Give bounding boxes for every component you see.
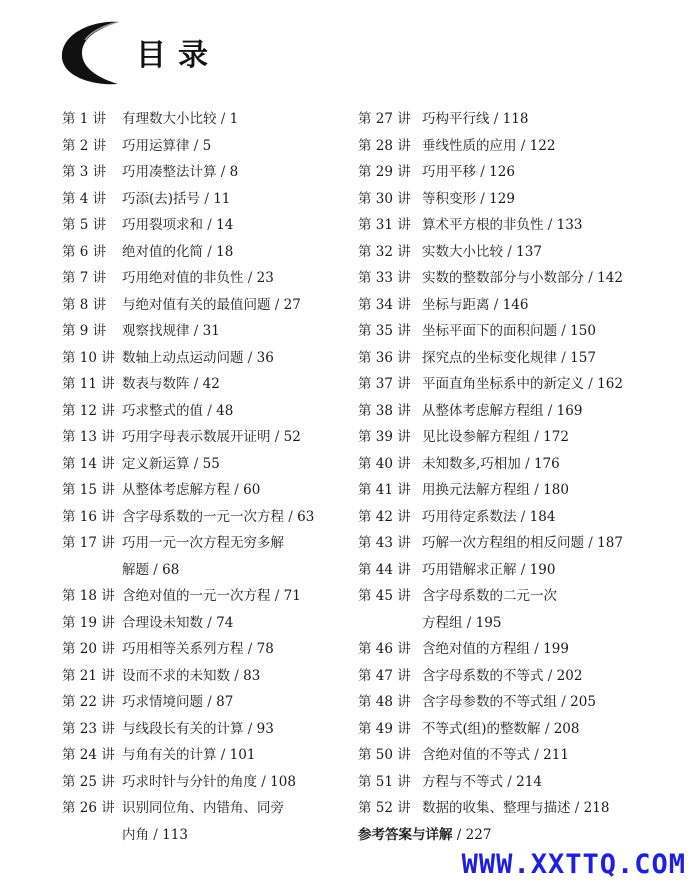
page-number: 8: [229, 164, 239, 180]
page-number: 190: [529, 561, 556, 578]
lecture-title: 巧用裂项求和: [122, 217, 203, 233]
page-separator: /: [216, 164, 230, 180]
page-separator: /: [516, 561, 530, 578]
lecture-number: 第 18 讲: [62, 588, 115, 604]
toc-left-column: [62, 106, 347, 848]
page-separator: /: [476, 190, 490, 207]
page-number: 31: [202, 323, 220, 339]
page-separator: /: [557, 694, 571, 710]
toc-entry[interactable]: [62, 530, 347, 557]
lecture-title: 从整体考虑解方程: [122, 482, 230, 498]
toc-entry[interactable]: [62, 424, 347, 451]
page-separator: /: [557, 323, 571, 339]
lecture-title: 算术平方根的非负性: [422, 217, 544, 233]
lecture-title: 与绝对值有关的最值问题: [122, 296, 271, 313]
page-separator: /: [503, 243, 517, 260]
page-number: 27: [283, 296, 301, 313]
page-number: 74: [216, 614, 234, 631]
page-separator: /: [530, 641, 544, 657]
lecture-number: 第 47 讲: [358, 667, 411, 684]
page-number: 137: [516, 243, 542, 260]
lecture-title: 平面直角坐标系中的新定义: [422, 376, 584, 392]
toc-entry[interactable]: [62, 239, 347, 266]
lecture-number: 第 45 讲: [358, 588, 411, 604]
lecture-number: 第 12 讲: [62, 402, 115, 419]
lecture-number: 第 20 讲: [62, 641, 115, 657]
lecture-number: 第 46 讲: [358, 641, 411, 657]
page-separator: /: [243, 270, 257, 286]
page-number: 52: [283, 429, 301, 445]
lecture-title: 巧用字母表示数展开证明: [122, 429, 271, 445]
page-separator: /: [200, 190, 214, 207]
lecture-number: 第 23 讲: [62, 720, 115, 737]
lecture-title: 数据的收集、整理与描述: [422, 800, 571, 816]
page-separator: /: [230, 667, 244, 684]
lecture-number: 第 11 讲: [62, 376, 115, 392]
page-separator: /: [516, 508, 530, 525]
lecture-title: 数表与数阵: [122, 376, 190, 392]
toc-entry[interactable]: [358, 345, 678, 372]
toc-entry[interactable]: [62, 583, 347, 610]
page-number: 195: [475, 614, 502, 631]
lecture-title: 用换元法解方程组: [422, 482, 530, 498]
page-separator: /: [584, 270, 598, 286]
lecture-title: 巧用待定系数法: [422, 508, 517, 525]
lecture-number: 第 4 讲: [62, 190, 107, 207]
toc-entry[interactable]: [62, 477, 347, 504]
lecture-number: 第 29 讲: [358, 164, 411, 180]
toc-entry[interactable]: [62, 742, 347, 769]
toc-entry[interactable]: [358, 663, 678, 690]
page-number: 68: [162, 561, 180, 578]
lecture-number: 第 52 讲: [358, 800, 411, 816]
page-number: 227: [465, 826, 492, 843]
lecture-number: 第 36 讲: [358, 349, 411, 366]
lecture-number: 第 31 讲: [358, 217, 411, 233]
page-separator: /: [530, 482, 544, 498]
page-separator: /: [203, 694, 217, 710]
page-number: 42: [202, 376, 220, 392]
page-separator: /: [149, 826, 163, 843]
page-number: 71: [283, 588, 301, 604]
toc-entry[interactable]: [358, 742, 678, 769]
lecture-title: 坐标平面下的面积问题: [422, 323, 557, 339]
page-number: 176: [533, 455, 560, 472]
page-separator: /: [270, 296, 284, 313]
page-number: 36: [256, 349, 274, 366]
page-number: 18: [216, 243, 234, 260]
page-separator: /: [203, 402, 217, 419]
toc-entry[interactable]: [62, 504, 347, 531]
lecture-title: 数轴上动点运动问题: [122, 349, 244, 366]
lecture-number: 第 33 讲: [358, 270, 411, 286]
lecture-title: 垂线性质的应用: [422, 137, 517, 154]
lecture-number: 第 8 讲: [62, 296, 107, 313]
toc-entry[interactable]: [62, 769, 347, 796]
page-separator: /: [570, 800, 584, 816]
toc-entry[interactable]: [62, 451, 347, 478]
lecture-title: 定义新运算: [122, 455, 190, 472]
lecture-title: 巧用错解求正解: [422, 561, 517, 578]
page-number: 150: [570, 323, 596, 339]
page-separator: /: [230, 482, 244, 498]
page-number: 214: [516, 773, 542, 790]
toc-entry[interactable]: [62, 133, 347, 160]
page-number: 101: [229, 747, 256, 763]
page-number: 162: [597, 376, 623, 392]
page-title: 目录: [136, 38, 220, 73]
lecture-number: 第 3 讲: [62, 164, 107, 180]
toc-entry[interactable]: [62, 689, 347, 716]
toc-entry[interactable]: [358, 583, 678, 610]
lecture-title: 方程与不等式: [422, 773, 503, 790]
page-number: 83: [243, 667, 261, 684]
toc-entry[interactable]: [358, 636, 678, 663]
page-number: 157: [570, 349, 596, 366]
lecture-number: 第 30 讲: [358, 190, 411, 207]
page-separator: /: [189, 455, 203, 472]
lecture-number: 第 25 讲: [62, 773, 115, 790]
toc-entry[interactable]: [62, 159, 347, 186]
page-separator: /: [203, 614, 217, 631]
toc-entry[interactable]: [62, 186, 347, 213]
lecture-number: 第 28 讲: [358, 137, 411, 154]
lecture-number: 第 27 讲: [358, 111, 411, 127]
lecture-title: 含字母参数的不等式组: [422, 694, 557, 710]
page-number: 199: [543, 641, 569, 657]
lecture-title: 含字母系数的一元一次方程: [122, 508, 284, 525]
page-separator: /: [584, 535, 598, 551]
lecture-title: 实数的整数部分与小数部分: [422, 270, 584, 286]
page-separator: /: [584, 376, 598, 392]
page-separator: /: [540, 720, 554, 737]
lecture-title: 含字母系数的二元一次: [422, 588, 557, 604]
lecture-number: 第 41 讲: [358, 482, 411, 498]
page-separator: /: [452, 826, 466, 843]
toc-entry[interactable]: [62, 265, 347, 292]
toc-entry[interactable]: [358, 689, 678, 716]
page-separator: /: [489, 296, 503, 313]
page-separator: /: [257, 773, 271, 790]
page-separator: /: [203, 217, 217, 233]
toc-entry[interactable]: [358, 159, 678, 186]
page-number: 113: [162, 826, 188, 843]
toc-entry[interactable]: [358, 557, 678, 584]
lecture-title: 巧解一次方程组的相反问题: [422, 535, 584, 551]
page-number: 142: [597, 270, 623, 286]
page-number: 60: [243, 482, 261, 498]
lecture-title-continued: 方程组: [422, 614, 463, 631]
toc-entry[interactable]: [62, 345, 347, 372]
toc-entry-continuation: [358, 610, 678, 637]
lecture-title: 不等式(组)的整数解: [422, 720, 541, 737]
toc-entry[interactable]: [62, 212, 347, 239]
toc-entry[interactable]: [358, 769, 678, 796]
lecture-title: 识别同位角、内错角、同旁: [122, 800, 284, 816]
page-number: 5: [202, 137, 212, 154]
toc-entry[interactable]: [358, 212, 678, 239]
lecture-title: 含字母系数的不等式: [422, 667, 544, 684]
lecture-title: 巧求整式的值: [122, 402, 203, 419]
page-number: 218: [583, 800, 610, 816]
lecture-number: 第 13 讲: [62, 429, 115, 445]
lecture-title: 含绝对值的方程组: [422, 641, 530, 657]
toc-entry[interactable]: [62, 292, 347, 319]
page-number: 55: [202, 455, 220, 472]
page-number: 133: [556, 217, 583, 233]
page-separator: /: [516, 137, 530, 154]
page-number: 122: [529, 137, 556, 154]
lecture-title: 探究点的坐标变化规律: [422, 349, 557, 366]
toc-entry[interactable]: [358, 716, 678, 743]
lecture-title: 与角有关的计算: [122, 747, 217, 763]
page-separator: /: [216, 111, 230, 127]
page-number: 129: [489, 190, 515, 207]
page-separator: /: [462, 614, 476, 631]
toc-entry[interactable]: [358, 398, 678, 425]
toc-entry[interactable]: [62, 106, 347, 133]
toc-entry-continuation: [62, 557, 347, 584]
page-separator: /: [216, 747, 230, 763]
lecture-number: 第 9 讲: [62, 323, 107, 339]
lecture-title: 未知数多,巧相加: [422, 455, 521, 472]
lecture-title: 含绝对值的一元一次方程: [122, 588, 271, 604]
toc-entry-continuation: [62, 822, 347, 849]
toc-entry[interactable]: [62, 663, 347, 690]
toc-entry[interactable]: [62, 371, 347, 398]
page-separator: /: [530, 429, 544, 445]
toc-entry[interactable]: [358, 530, 678, 557]
lecture-number: 第 26 讲: [62, 800, 115, 816]
page-number: 172: [543, 429, 569, 445]
lecture-number: 第 15 讲: [62, 482, 115, 498]
lecture-title: 合理设未知数: [122, 614, 203, 631]
page-separator: /: [149, 561, 163, 578]
toc-entry[interactable]: [358, 318, 678, 345]
lecture-title: 见比设参解方程组: [422, 429, 530, 445]
lecture-number: 第 49 讲: [358, 720, 411, 737]
lecture-title: 实数大小比较: [422, 243, 503, 260]
toc-entry[interactable]: [358, 292, 678, 319]
page-separator: /: [189, 323, 203, 339]
toc-entry[interactable]: [358, 477, 678, 504]
toc-entry[interactable]: [62, 398, 347, 425]
page-separator: /: [543, 402, 557, 419]
toc-entry[interactable]: [358, 371, 678, 398]
lecture-title: 等积变形: [422, 190, 476, 207]
page-number: 180: [543, 482, 569, 498]
page-header: [58, 18, 318, 88]
page-number: 169: [556, 402, 583, 419]
lecture-number: 第 42 讲: [358, 508, 411, 525]
page-number: 1: [229, 111, 239, 127]
lecture-number: 第 48 讲: [358, 694, 411, 710]
lecture-number: 第 6 讲: [62, 243, 107, 260]
toc-entry[interactable]: [62, 636, 347, 663]
page-separator: /: [243, 349, 257, 366]
page-number: 108: [270, 773, 296, 790]
page-separator: /: [284, 508, 298, 525]
page-number: 11: [213, 190, 231, 207]
lecture-number: 第 40 讲: [358, 455, 411, 472]
toc-entry[interactable]: [358, 106, 678, 133]
toc-entry[interactable]: [358, 504, 678, 531]
page-number: 93: [256, 720, 274, 737]
page-number: 146: [502, 296, 529, 313]
page-number: 126: [489, 164, 515, 180]
lecture-title: 巧用绝对值的非负性: [122, 270, 244, 286]
toc-entry[interactable]: [358, 424, 678, 451]
toc-entry[interactable]: [358, 451, 678, 478]
lecture-number: 第 34 讲: [358, 296, 411, 313]
lecture-number: 第 16 讲: [62, 508, 115, 525]
lecture-title: 从整体考虑解方程组: [422, 402, 544, 419]
answers-label: 参考答案与详解: [358, 826, 453, 843]
page-number: 48: [216, 402, 234, 419]
lecture-number: 第 5 讲: [62, 217, 107, 233]
page-number: 205: [570, 694, 596, 710]
lecture-title: 含绝对值的不等式: [422, 747, 530, 763]
page-separator: /: [270, 588, 284, 604]
page-number: 211: [543, 747, 569, 763]
toc-entry[interactable]: [62, 318, 347, 345]
page-number: 202: [556, 667, 583, 684]
lecture-number: 第 43 讲: [358, 535, 411, 551]
lecture-title: 巧用一元一次方程无穷多解: [122, 535, 284, 551]
answers-entry[interactable]: [358, 822, 678, 849]
lecture-title: 巧用平移: [422, 164, 476, 180]
site-watermark: WWW.XXTTQ.COM: [461, 849, 686, 880]
toc-entry[interactable]: [358, 265, 678, 292]
page-separator: /: [530, 747, 544, 763]
lecture-number: 第 39 讲: [358, 429, 411, 445]
lecture-number: 第 1 讲: [62, 111, 107, 127]
lecture-number: 第 35 讲: [358, 323, 411, 339]
page-number: 78: [256, 641, 274, 657]
page-separator: /: [476, 164, 490, 180]
page-separator: /: [520, 455, 534, 472]
lecture-title: 巧用凑整法计算: [122, 164, 217, 180]
page-number: 14: [216, 217, 234, 233]
page-number: 87: [216, 694, 234, 710]
lecture-title: 与线段长有关的计算: [122, 720, 244, 737]
lecture-title: 巧构平行线: [422, 111, 490, 127]
lecture-number: 第 32 讲: [358, 243, 411, 260]
lecture-number: 第 44 讲: [358, 561, 411, 578]
page-number: 23: [256, 270, 274, 286]
crescent-logo-icon: [58, 18, 128, 88]
lecture-number: 第 38 讲: [358, 402, 411, 419]
lecture-number: 第 2 讲: [62, 137, 107, 154]
toc-entry[interactable]: [62, 716, 347, 743]
lecture-number: 第 24 讲: [62, 747, 115, 763]
lecture-title: 观察找规律: [122, 323, 190, 339]
page-separator: /: [557, 349, 571, 366]
page-number: 118: [502, 111, 529, 127]
page-separator: /: [203, 243, 217, 260]
lecture-title: 巧求时针与分针的角度: [122, 773, 257, 790]
page-number: 208: [553, 720, 580, 737]
page-separator: /: [189, 376, 203, 392]
page-separator: /: [270, 429, 284, 445]
lecture-title-continued: 解题: [122, 561, 149, 578]
lecture-number: 第 14 讲: [62, 455, 115, 472]
lecture-title: 绝对值的化简: [122, 243, 203, 260]
page-separator: /: [489, 111, 503, 127]
lecture-number: 第 7 讲: [62, 270, 107, 286]
page-separator: /: [543, 667, 557, 684]
lecture-title: 巧添(去)括号: [122, 190, 201, 207]
lecture-number: 第 19 讲: [62, 614, 115, 631]
lecture-number: 第 50 讲: [358, 747, 411, 763]
toc-right-column: [358, 106, 678, 848]
lecture-title-continued: 内角: [122, 826, 149, 843]
page-separator: /: [189, 137, 203, 154]
lecture-title: 坐标与距离: [422, 296, 490, 313]
toc-entry[interactable]: [358, 795, 678, 822]
lecture-number: 第 21 讲: [62, 667, 115, 684]
toc-entry[interactable]: [358, 239, 678, 266]
page-number: 184: [529, 508, 556, 525]
lecture-number: 第 51 讲: [358, 773, 411, 790]
lecture-number: 第 10 讲: [62, 349, 115, 366]
page-separator: /: [543, 217, 557, 233]
lecture-number: 第 22 讲: [62, 694, 115, 710]
page-number: 187: [597, 535, 623, 551]
page-separator: /: [243, 720, 257, 737]
toc-entry[interactable]: [62, 795, 347, 822]
lecture-number: 第 17 讲: [62, 535, 115, 551]
toc-entry[interactable]: [358, 186, 678, 213]
lecture-title: 设而不求的未知数: [122, 667, 230, 684]
page-number: 63: [297, 508, 315, 525]
lecture-title: 有理数大小比较: [122, 111, 217, 127]
toc-entry[interactable]: [62, 610, 347, 637]
page-separator: /: [503, 773, 517, 790]
lecture-title: 巧用运算律: [122, 137, 190, 154]
lecture-title: 巧求情境问题: [122, 694, 203, 710]
page-separator: /: [243, 641, 257, 657]
lecture-number: 第 37 讲: [358, 376, 411, 392]
toc-entry[interactable]: [358, 133, 678, 160]
lecture-title: 巧用相等关系列方程: [122, 641, 244, 657]
